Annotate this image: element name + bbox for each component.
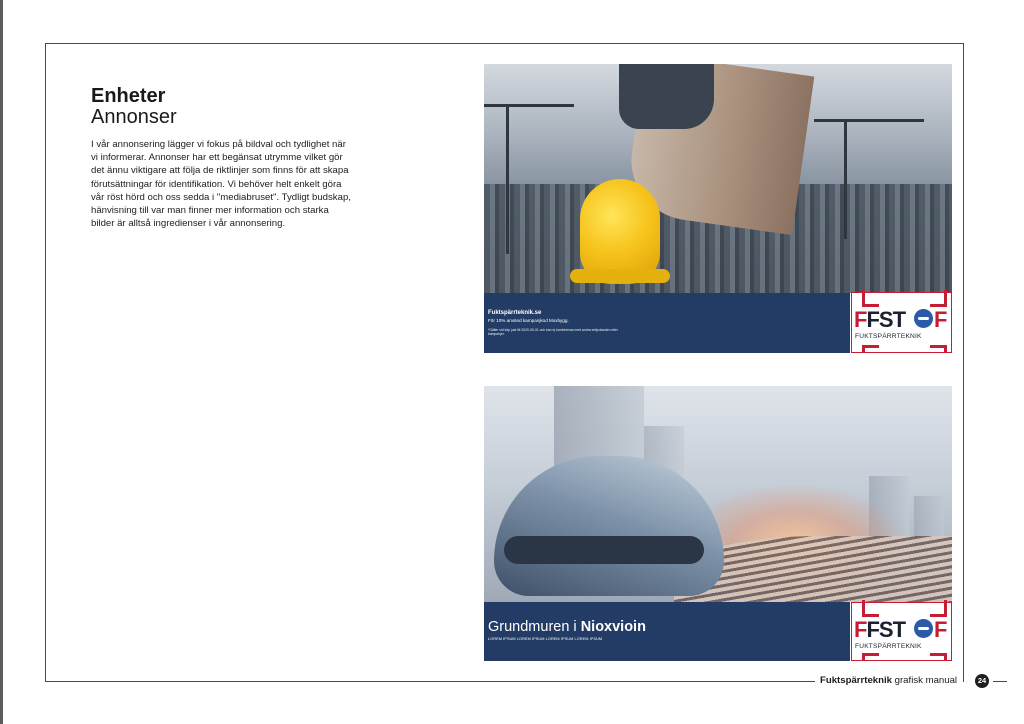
ad-example-construction <box>484 64 952 353</box>
logo-wordmark: FFST <box>854 617 906 642</box>
logo-subtitle: FUKTSPÄRRTEKNIK <box>855 643 922 650</box>
logo-bracket <box>930 653 947 661</box>
logo-circle-icon <box>914 309 933 328</box>
logo-bracket <box>930 345 947 353</box>
logo-wordmark-end: F <box>934 617 947 642</box>
hard-hat-rim <box>570 269 670 283</box>
crane-mast <box>844 119 847 239</box>
footer-label: grafisk manual <box>894 675 958 686</box>
ad1-info-band <box>484 293 850 353</box>
logo-bracket <box>930 290 947 307</box>
intro-paragraph: I vår annonsering lägger vi fokus på bildval och tydlighet när vi informerar. Annonser har ett begänsat utrymme vilket gör det ännu viktigare att följa de riktlinjer som finns för att skapa förutsättningar för identifikation. Vi behöver helt enkelt göra vår röst hörd och oss sedda i "mediabruset". Tydligt budskap, hänvisning till var man finner mer information och starka bilder är alltså ingredienser i vår annonsering. <box>91 139 351 230</box>
hard-hat-strap <box>504 536 704 564</box>
ad2-info-band <box>484 602 850 661</box>
logo-bracket <box>930 600 947 617</box>
logo-circle-icon <box>914 619 933 638</box>
ad1-logo <box>851 292 952 353</box>
ad2-photo-helmet-city <box>484 386 952 602</box>
ad1-offer: För 10% använd kampanjkod Mxxbygg. <box>488 318 569 323</box>
logo-bracket <box>862 345 879 353</box>
page-number-badge: 24 <box>975 674 989 688</box>
heading-subtitle: Annonser <box>91 106 177 128</box>
logo-wordmark-end: F <box>934 307 947 332</box>
worker-sleeve <box>619 64 714 129</box>
silver-hard-hat <box>494 456 724 596</box>
ad2-logo <box>851 602 952 661</box>
section-heading <box>91 86 177 127</box>
ad1-url: Fuktspärrteknik.se <box>488 310 542 316</box>
page-bottom-rule-end <box>993 681 1007 682</box>
ad1-photo-worker-helmet <box>484 64 952 293</box>
crane-jib <box>484 104 574 107</box>
ad-example-foundation <box>484 386 952 661</box>
logo-bracket <box>862 653 879 661</box>
logo-subtitle: FUKTSPÄRRTEKNIK <box>855 333 922 340</box>
page-footer <box>820 674 957 688</box>
crane-jib <box>814 119 924 122</box>
ad2-subline: LOREM IPSUM LOREM IPSUM LOREM IPSUM LOREM IPSUM <box>488 637 603 641</box>
page-bottom-rule <box>45 681 815 682</box>
logo-bracket <box>862 600 879 617</box>
logo-wordmark: FFST <box>854 307 906 332</box>
heading-title: Enheter <box>91 85 166 107</box>
logo-bracket <box>862 290 879 307</box>
crane-mast <box>506 104 509 254</box>
viewer-left-edge <box>0 0 3 724</box>
ad1-fine-print: *Gäller vid köp just till 2020-05-31 och kan ej kombineras med andra erbjudanden eller kampanjer. <box>488 328 618 337</box>
ad2-headline: Grundmuren i Nioxvioin <box>488 619 646 635</box>
footer-brand: Fuktspärrteknik <box>820 675 892 686</box>
